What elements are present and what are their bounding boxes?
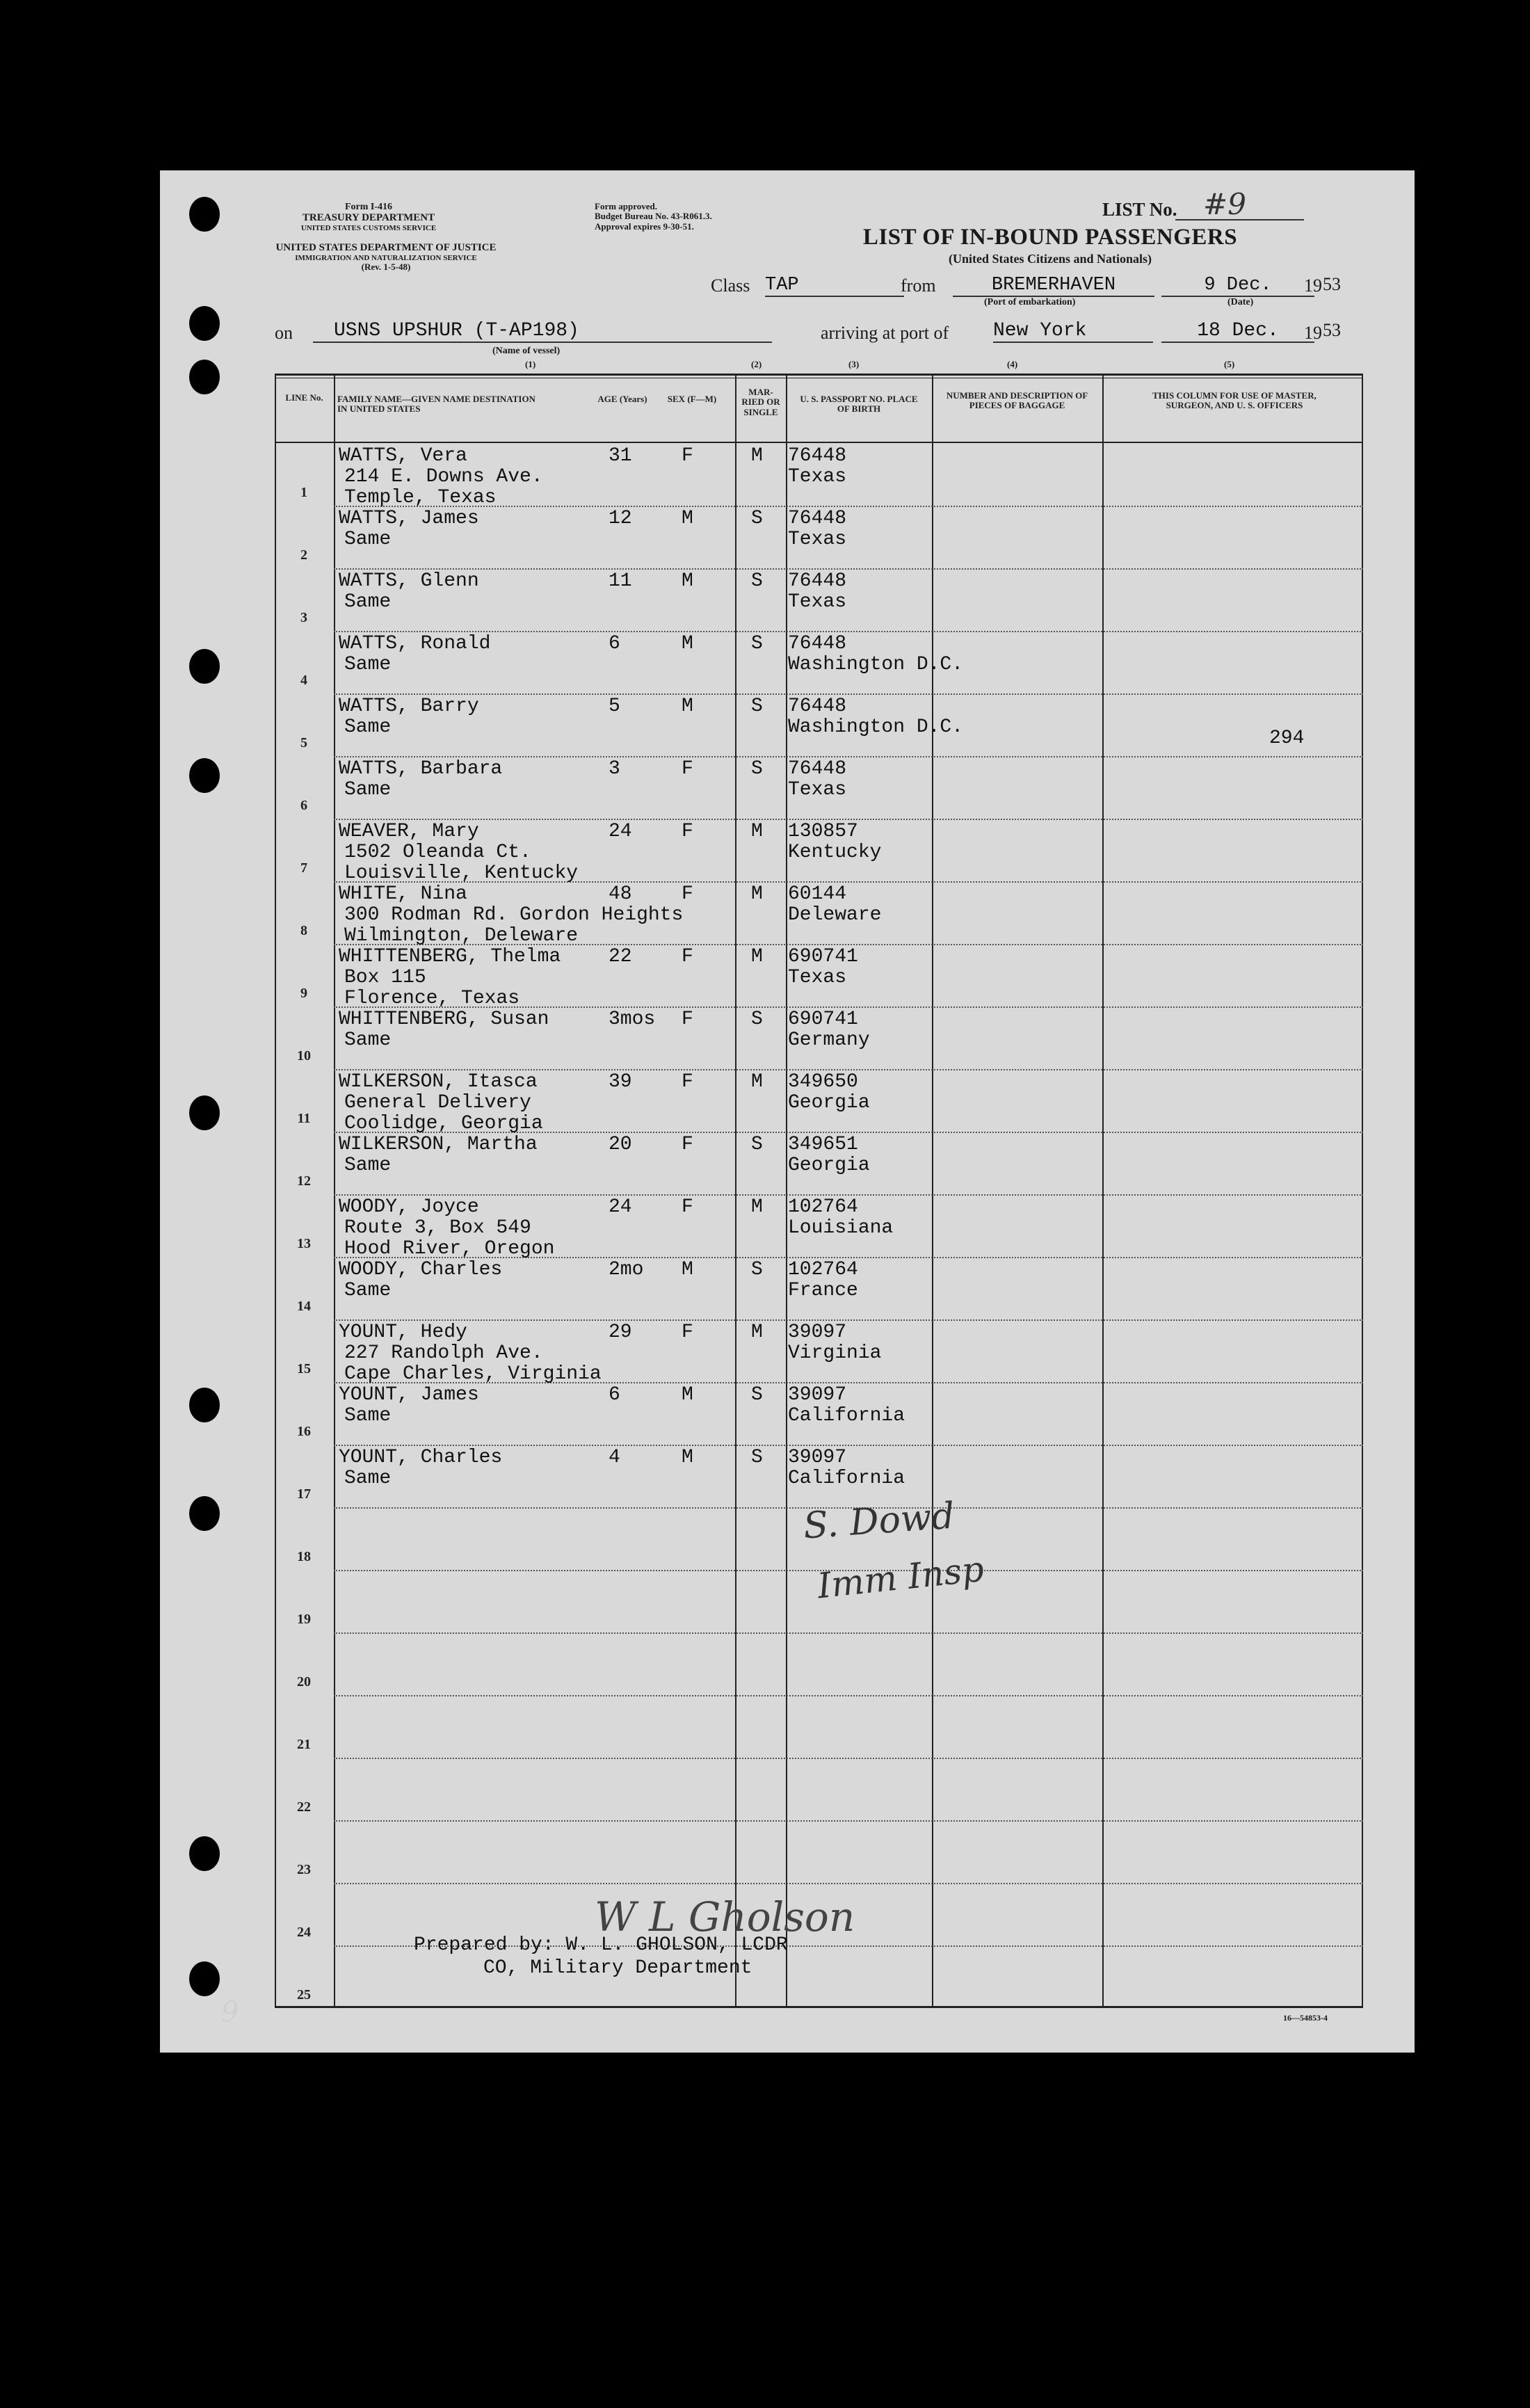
cell-birth: Texas <box>788 529 847 550</box>
cell-birth: Texas <box>788 967 847 988</box>
class-value: TAP <box>765 275 904 297</box>
cell-d2: Temple, Texas <box>344 487 497 508</box>
cell-name: WILKERSON, Martha <box>339 1134 538 1155</box>
punch-hole <box>189 306 220 341</box>
cell-d2: Coolidge, Georgia <box>344 1113 543 1134</box>
cell-name: WATTS, Barry <box>339 696 479 717</box>
cell-d2: Florence, Texas <box>344 988 520 1009</box>
prepared-department: CO, Military Department <box>483 1957 752 1979</box>
cell-birth: Kentucky <box>788 842 882 863</box>
form-number: Form I-416 <box>344 202 393 212</box>
cell-age: 29 <box>609 1322 632 1343</box>
line-number: 19 <box>297 1612 311 1627</box>
cell-age: 3mos <box>609 1009 656 1030</box>
cell-birth: Georgia <box>788 1155 870 1176</box>
cell-birth: Washington D.C. <box>788 716 964 738</box>
cell-age: 2mo <box>609 1259 644 1281</box>
cell-name: WATTS, Glenn <box>339 570 479 592</box>
form-revision: (Rev. 1-5-48) <box>361 261 411 272</box>
row-divider <box>334 1758 1363 1759</box>
line-number: 16 <box>297 1424 311 1439</box>
cell-birth: Germany <box>788 1029 870 1051</box>
cell-age: 11 <box>609 570 632 592</box>
cell-ms: M <box>751 1196 763 1218</box>
cell-name: WHITTENBERG, Thelma <box>339 946 561 968</box>
line-number: 22 <box>297 1799 311 1815</box>
line-number: 7 <box>300 860 307 876</box>
cell-age: 48 <box>609 883 632 905</box>
list-no-handwritten: #9 <box>1203 187 1246 221</box>
punch-hole <box>189 1095 220 1130</box>
cell-age: 12 <box>609 508 632 529</box>
ins-service: IMMIGRATION AND NATURALIZATION SERVICE <box>295 253 477 262</box>
cell-age: 20 <box>609 1134 632 1155</box>
header-officers: THIS COLUMN FOR USE OF MASTER, SURGEON, AND U. S. OFFICERS <box>1152 390 1316 411</box>
cell-ms: M <box>751 946 763 968</box>
line-number: 4 <box>300 673 307 688</box>
cell-sex: F <box>682 946 693 968</box>
cell-pp: 690741 <box>788 1009 858 1030</box>
row-divider <box>334 568 1363 570</box>
cell-d2: Hood River, Oregon <box>344 1238 555 1260</box>
cell-sex: F <box>682 1322 693 1343</box>
row-divider <box>334 693 1363 695</box>
col-num-3: (3) <box>848 359 860 369</box>
prepared-by: Prepared by: W. L. GHOLSON, LCDR <box>414 1934 788 1956</box>
cell-d1: Same <box>344 716 392 738</box>
cell-ms: M <box>751 883 763 905</box>
cell-age: 39 <box>609 1071 632 1093</box>
cell-name: YOUNT, Hedy <box>339 1322 467 1343</box>
line-number: 25 <box>297 1987 311 2002</box>
cell-pp: 60144 <box>788 883 847 905</box>
cell-birth: Texas <box>788 779 847 801</box>
cell-age: 24 <box>609 1196 632 1218</box>
line-number: 12 <box>297 1173 311 1189</box>
cell-pp: 76448 <box>788 570 847 592</box>
cell-sex: F <box>682 1071 693 1093</box>
cell-name: WILKERSON, Itasca <box>339 1071 538 1093</box>
line-number: 3 <box>300 610 307 625</box>
cell-name: WEAVER, Mary <box>339 821 479 842</box>
line-number: 13 <box>297 1236 311 1251</box>
cell-birth: Georgia <box>788 1092 870 1114</box>
vessel-caption: (Name of vessel) <box>492 346 561 356</box>
cell-name: WHITE, Nina <box>339 883 467 905</box>
line-number: 24 <box>297 1925 311 1940</box>
cell-name: WATTS, Vera <box>339 445 467 467</box>
departure-date: 9 Dec. <box>1161 275 1314 297</box>
cell-name: WATTS, James <box>339 508 479 529</box>
title-block <box>842 225 1259 266</box>
cell-name: YOUNT, Charles <box>339 1447 503 1468</box>
line-number: 2 <box>300 547 307 563</box>
cell-d1: 1502 Oleanda Ct. <box>344 842 531 863</box>
row-divider <box>334 1820 1363 1822</box>
line-number: 23 <box>297 1862 311 1877</box>
cell-age: 22 <box>609 946 632 968</box>
approved: Form approved. <box>595 201 658 211</box>
cell-ms: S <box>751 1259 763 1281</box>
cell-d1: 227 Randolph Ave. <box>344 1342 543 1364</box>
cell-d1: General Delivery <box>344 1092 531 1114</box>
from-label: from <box>901 275 936 296</box>
row-divider <box>334 1319 1363 1321</box>
row-divider <box>334 1883 1363 1884</box>
cell-age: 6 <box>609 633 620 655</box>
line-number: 10 <box>297 1048 311 1063</box>
cell-age: 6 <box>609 1384 620 1406</box>
cell-d1: Same <box>344 1468 392 1489</box>
cell-birth: Texas <box>788 466 847 488</box>
row-divider <box>334 631 1363 632</box>
line-number: 9 <box>300 986 307 1001</box>
cell-birth: Texas <box>788 591 847 613</box>
header-baggage: NUMBER AND DESCRIPTION OF PIECES OF BAGGAGE <box>946 390 1088 411</box>
list-no-label: LIST No. <box>1102 199 1177 220</box>
port-caption: (Port of embarkation) <box>984 297 1076 307</box>
cell-ms: S <box>751 570 763 592</box>
line-number: 21 <box>297 1737 311 1752</box>
cell-ms: M <box>751 821 763 842</box>
cell-d1: 214 E. Downs Ave. <box>344 466 543 488</box>
cell-ms: M <box>751 1071 763 1093</box>
arriving-label: arriving at port of <box>821 323 949 343</box>
cell-d1: Same <box>344 1405 392 1427</box>
cell-age: 31 <box>609 445 632 467</box>
header-married: MAR-RIED OR SINGLE <box>741 387 780 417</box>
row-divider <box>334 1632 1363 1634</box>
line-number: 6 <box>300 798 307 813</box>
line-number: 17 <box>297 1486 311 1502</box>
cell-d1: 300 Rodman Rd. Gordon Heights <box>344 904 684 926</box>
cell-pp: 102764 <box>788 1259 858 1281</box>
officer-note: 294 <box>1269 728 1305 749</box>
cell-sex: M <box>682 508 693 529</box>
cell-d1: Same <box>344 1029 392 1051</box>
cell-ms: S <box>751 1134 763 1155</box>
line-number: 11 <box>297 1111 311 1126</box>
cell-birth: California <box>788 1468 905 1489</box>
officer-signature-2: Imm Insp <box>815 1548 986 1607</box>
cell-pp: 690741 <box>788 946 858 968</box>
embark-port: BREMERHAVEN <box>953 275 1154 297</box>
header-name: FAMILY NAME—GIVEN NAME DESTINATION IN UNITED STATES <box>337 394 536 415</box>
col-num-4: (4) <box>1007 359 1018 369</box>
cell-d2: Louisville, Kentucky <box>344 862 579 884</box>
line-number: 15 <box>297 1361 311 1376</box>
cell-sex: F <box>682 883 693 905</box>
header-age: AGE (Years) <box>597 394 647 404</box>
cell-name: WHITTENBERG, Susan <box>339 1009 549 1030</box>
cell-sex: F <box>682 445 693 467</box>
cell-d1: Box 115 <box>344 967 426 988</box>
cell-ms: S <box>751 1447 763 1468</box>
justice-block <box>271 242 501 272</box>
line-number: 18 <box>297 1549 311 1564</box>
col-num-5: (5) <box>1224 359 1235 369</box>
cell-d1: Same <box>344 529 392 550</box>
treasury-dept: TREASURY DEPARTMENT <box>302 212 435 224</box>
cell-ms: M <box>751 445 763 467</box>
col-num-2: (2) <box>751 359 762 369</box>
cell-d1: Same <box>344 779 392 801</box>
arrival-port: New York <box>993 320 1153 343</box>
cell-pp: 39097 <box>788 1447 847 1468</box>
line-number: 8 <box>300 923 307 938</box>
date-caption: (Date) <box>1227 297 1254 307</box>
cell-ms: S <box>751 508 763 529</box>
cell-ms: M <box>751 1322 763 1343</box>
line-number: 14 <box>297 1299 311 1314</box>
cell-ms: S <box>751 696 763 717</box>
cell-sex: F <box>682 1009 693 1030</box>
line-number: 20 <box>297 1674 311 1689</box>
cell-name: WOODY, Joyce <box>339 1196 479 1218</box>
cell-birth: Louisiana <box>788 1217 894 1239</box>
cell-pp: 349651 <box>788 1134 858 1155</box>
punch-hole <box>189 360 220 394</box>
cell-sex: M <box>682 633 693 655</box>
cell-sex: F <box>682 758 693 780</box>
cell-sex: F <box>682 1134 693 1155</box>
cell-pp: 39097 <box>788 1322 847 1343</box>
cell-d1: Same <box>344 654 392 675</box>
cell-birth: Virginia <box>788 1342 882 1364</box>
row-divider <box>334 1069 1363 1070</box>
cell-sex: F <box>682 1196 693 1218</box>
cell-birth: Deleware <box>788 904 882 926</box>
class-label: Class <box>711 275 750 296</box>
cell-d1: Same <box>344 591 392 613</box>
punch-hole <box>189 1961 220 1996</box>
cell-d2: Cape Charles, Virginia <box>344 1363 602 1385</box>
row-divider <box>334 756 1363 757</box>
cell-sex: M <box>682 1259 693 1281</box>
row-divider <box>334 1695 1363 1696</box>
line-number: 5 <box>300 735 307 751</box>
page-title: LIST OF IN-BOUND PASSENGERS <box>862 225 1238 250</box>
cell-sex: M <box>682 1384 693 1406</box>
approval-expires: Approval expires 9-30-51. <box>595 220 694 232</box>
line-number: 1 <box>300 485 307 500</box>
arrival-year: 53 <box>1323 320 1341 340</box>
cell-sex: M <box>682 570 693 592</box>
cell-d1: Route 3, Box 549 <box>344 1217 531 1239</box>
cell-pp: 76448 <box>788 445 847 467</box>
punch-hole <box>189 197 220 232</box>
cell-d2: Wilmington, Deleware <box>344 925 579 947</box>
margin-mark: 9 <box>221 1996 239 2028</box>
form-id-block <box>264 202 473 232</box>
row-divider <box>334 1445 1363 1446</box>
cell-name: WOODY, Charles <box>339 1259 503 1281</box>
departure-year-prefix: 19 <box>1304 275 1322 296</box>
preparer-signature: W L Gholson <box>595 1893 855 1941</box>
cell-pp: 39097 <box>788 1384 847 1406</box>
cell-age: 3 <box>609 758 620 780</box>
header-passport: U. S. PASSPORT NO. PLACE OF BIRTH <box>800 394 918 415</box>
cell-sex: M <box>682 696 693 717</box>
cell-age: 4 <box>609 1447 620 1468</box>
header-line-no: LINE No. <box>285 392 323 403</box>
cell-birth: California <box>788 1405 905 1427</box>
page-subtitle: (United States Citizens and Nationals) <box>948 252 1152 266</box>
cell-ms: S <box>751 1384 763 1406</box>
cell-name: WATTS, Barbara <box>339 758 503 780</box>
punch-hole <box>189 1836 220 1871</box>
cell-pp: 102764 <box>788 1196 858 1218</box>
cell-pp: 130857 <box>788 821 858 842</box>
cell-ms: S <box>751 633 763 655</box>
officer-signature-1: S. Dowd <box>802 1495 956 1548</box>
row-divider <box>334 819 1363 820</box>
cell-sex: M <box>682 1447 693 1468</box>
cell-age: 5 <box>609 696 620 717</box>
approval-block <box>595 202 803 232</box>
punch-hole <box>189 1388 220 1422</box>
header-sex: SEX (F—M) <box>667 394 717 404</box>
vessel-name: USNS UPSHUR (T-AP198) <box>313 320 772 343</box>
footer-code: 16—54853-4 <box>1283 2013 1328 2023</box>
list-no-value <box>1175 187 1304 221</box>
cell-birth: France <box>788 1280 858 1301</box>
arrival-year-prefix: 19 <box>1304 323 1322 343</box>
budget-bureau: Budget Bureau No. 43-R061.3. <box>595 211 712 222</box>
arrival-date: 18 Dec. <box>1161 320 1314 343</box>
customs-service: UNITED STATES CUSTOMS SERVICE <box>300 223 437 232</box>
cell-ms: S <box>751 1009 763 1030</box>
punch-hole <box>189 1496 220 1531</box>
cell-sex: F <box>682 821 693 842</box>
cell-name: YOUNT, James <box>339 1384 479 1406</box>
row-divider <box>334 1194 1363 1196</box>
cell-ms: S <box>751 758 763 780</box>
punch-hole <box>189 758 220 793</box>
justice-dept: UNITED STATES DEPARTMENT OF JUSTICE <box>275 242 497 253</box>
punch-hole <box>189 649 220 684</box>
on-label: on <box>275 323 293 343</box>
cell-pp: 76448 <box>788 696 847 717</box>
col-num-1: (1) <box>525 359 536 369</box>
departure-year: 53 <box>1323 274 1341 294</box>
cell-pp: 349650 <box>788 1071 858 1093</box>
passenger-table <box>275 374 1363 2008</box>
cell-d1: Same <box>344 1155 392 1176</box>
cell-age: 24 <box>609 821 632 842</box>
cell-birth: Washington D.C. <box>788 654 964 675</box>
cell-d1: Same <box>344 1280 392 1301</box>
cell-pp: 76448 <box>788 508 847 529</box>
cell-name: WATTS, Ronald <box>339 633 491 655</box>
cell-pp: 76448 <box>788 633 847 655</box>
cell-pp: 76448 <box>788 758 847 780</box>
